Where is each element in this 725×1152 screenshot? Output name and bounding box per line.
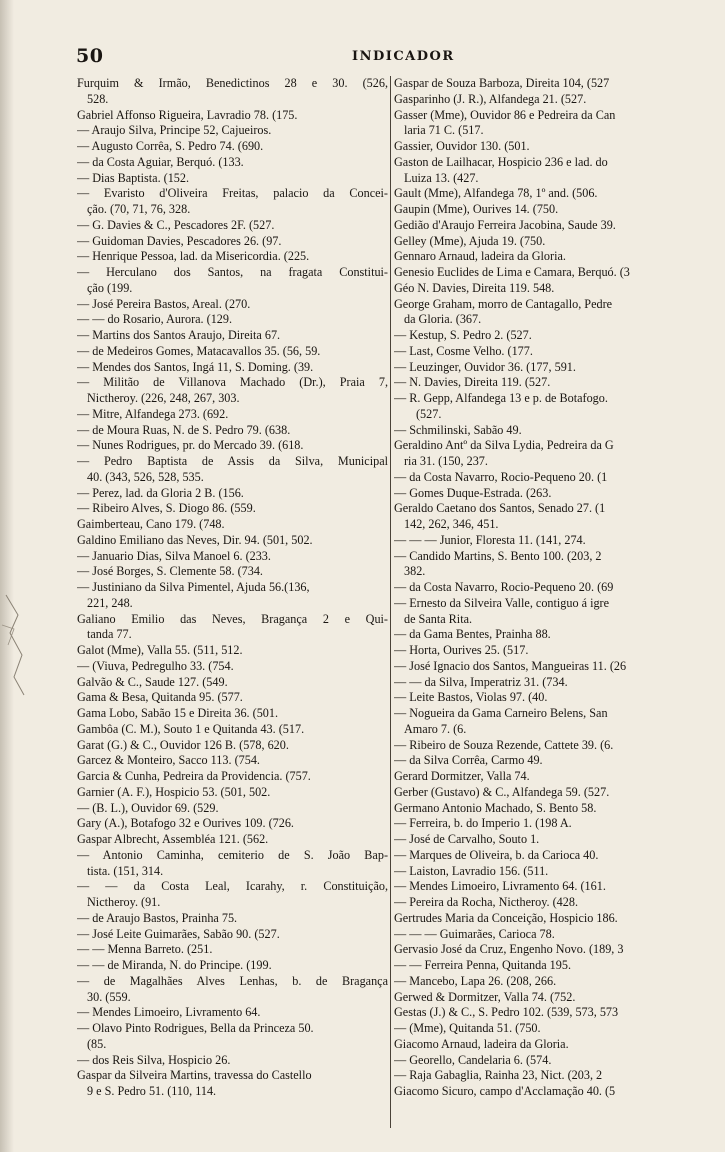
directory-entry-line: Gassier, Ouvidor 130. (501. bbox=[394, 139, 530, 153]
directory-entry-line: — da Silva Corrêa, Carmo 49. bbox=[394, 753, 543, 768]
directory-entry-line: Gaimberteau, Cano 179. (748. bbox=[77, 517, 225, 531]
directory-entry-line: — de Medeiros Gomes, Matacavallos 35. (56, 59. bbox=[77, 343, 321, 358]
directory-entry-line: — Ernesto da Silveira Valle, contiguo á igre bbox=[394, 595, 610, 610]
directory-entry-line: laria 71 C. (517. bbox=[404, 123, 484, 138]
directory-entry-line: Amaro 7. (6. bbox=[404, 721, 467, 736]
directory-entry-line: Garnier (A. F.), Hospicio 53. (501, 502. bbox=[77, 784, 271, 799]
directory-entry-line: Gaspar da Silveira Martins, travessa do Castello bbox=[77, 1068, 312, 1083]
directory-entry-line: — Antonio Caminha, cemiterio de S. João Bap- bbox=[77, 847, 388, 862]
directory-entry-line: — Pereira da Rocha, Nictheroy. (428. bbox=[394, 895, 578, 909]
directory-entry-line: Gaspar de Souza Barboza, Direita 104, (527 bbox=[394, 76, 610, 90]
margin-ink-smudge bbox=[0, 585, 36, 705]
directory-entry-line: Geraldo Caetano dos Santos, Senado 27. (1 bbox=[394, 501, 606, 516]
directory-entry-line: 40. (343, 526, 528, 535. bbox=[87, 469, 204, 484]
directory-entry-line: — Justiniano da Silva Pimentel, Ajuda 56.(136, bbox=[77, 580, 310, 594]
directory-entry-line: — R. Gepp, Alfandega 13 e p. de Botafogo. bbox=[394, 391, 608, 405]
directory-entry-line: — de Moura Ruas, N. de S. Pedro 79. (638. bbox=[77, 422, 291, 437]
directory-entry-line: Gaston de Lailhacar, Hospicio 236 e lad. do bbox=[394, 154, 608, 169]
directory-entry-line: (527. bbox=[416, 406, 442, 421]
directory-entry-line: — de Magalhães Alves Lenhas, b. de Bragança bbox=[77, 973, 388, 988]
directory-entry-line: 142, 262, 346, 451. bbox=[404, 517, 499, 531]
directory-entry-line: — Horta, Ourives 25. (517. bbox=[394, 643, 529, 657]
directory-entry-line: Gasparinho (J. R.), Alfandega 21. (527. bbox=[394, 91, 587, 106]
directory-entry-line: — Mendes Limoeiro, Livramento 64. (161. bbox=[394, 879, 606, 894]
directory-entry-line: 9 e S. Pedro 51. (110, 114. bbox=[87, 1084, 217, 1098]
directory-entry-line: — — — Junior, Floresta 11. (141, 274. bbox=[394, 532, 586, 547]
directory-entry-line: — Mendes dos Santos, Ingá 11, S. Doming. (39. bbox=[77, 359, 314, 374]
directory-entry-line: — Leuzinger, Ouvidor 36. (177, 591. bbox=[394, 359, 576, 374]
directory-entry-line: Gambôa (C. M.), Souto 1 e Quitanda 43. (517. bbox=[77, 721, 305, 736]
directory-entry-line: — Martins dos Santos Araujo, Direita 67. bbox=[77, 328, 281, 342]
directory-entry-line: Gault (Mme), Alfandega 78, 1º and. (506. bbox=[394, 186, 598, 201]
directory-entry-line: Gary (A.), Botafogo 32 e Ourives 109. (726. bbox=[77, 816, 294, 831]
directory-entry-line: — — — Guimarães, Carioca 78. bbox=[394, 926, 555, 941]
directory-entry-line: Gerwed & Dormitzer, Valla 74. (752. bbox=[394, 989, 576, 1004]
directory-entry-line: — José Leite Guimarães, Sabão 90. (527. bbox=[77, 926, 280, 941]
directory-entry-line: Gervasio José da Cruz, Engenho Novo. (189, 3 bbox=[394, 942, 624, 957]
directory-entry-line: — Guidoman Davies, Pescadores 26. (97. bbox=[77, 233, 282, 248]
directory-entry-line: — (B. L.), Ouvidor 69. (529. bbox=[77, 800, 219, 815]
directory-entry-line: Nictheroy. (91. bbox=[87, 895, 161, 909]
directory-entry-line: Géo N. Davies, Direita 119. 548. bbox=[394, 280, 555, 295]
page-number: 50 bbox=[76, 45, 104, 67]
directory-entry-line: Galot (Mme), Valla 55. (511, 512. bbox=[77, 643, 243, 657]
page-binding-shadow bbox=[0, 0, 14, 1152]
directory-entry-line: Garat (G.) & C., Ouvidor 126 B. (578, 620. bbox=[77, 737, 289, 752]
directory-entry-line: — Ferreira, b. do Imperio 1. (198 A. bbox=[394, 816, 572, 831]
directory-entry-line: — Dias Baptista. (152. bbox=[77, 170, 190, 185]
directory-entry-line: — Mendes Limoeiro, Livramento 64. bbox=[77, 1005, 261, 1020]
directory-entry-line: Nictheroy. (226, 248, 267, 303. bbox=[87, 391, 240, 405]
directory-entry-line: — Herculano dos Santos, na fragata Constitui- bbox=[77, 265, 388, 279]
directory-entry-line: — Nogueira da Gama Carneiro Belens, San bbox=[394, 706, 608, 720]
column-divider bbox=[390, 76, 391, 1128]
directory-entry-line: Garcez & Monteiro, Sacco 113. (754. bbox=[77, 753, 260, 768]
directory-entry-line: tista. (151, 314. bbox=[87, 863, 164, 878]
directory-entry-line: — Ribeiro Alves, S. Diogo 86. (559. bbox=[77, 501, 256, 516]
directory-entry-line: Gertrudes Maria da Conceição, Hospicio 186. bbox=[394, 910, 618, 925]
directory-entry-line: Gaupin (Mme), Ourives 14. (750. bbox=[394, 202, 559, 216]
directory-entry-line: Luiza 13. (427. bbox=[404, 170, 479, 185]
directory-entry-line: Gaspar Albrecht, Assembléa 121. (562. bbox=[77, 832, 269, 846]
directory-entry-line: — (Viuva, Pedregulho 33. (754. bbox=[77, 658, 234, 673]
directory-entry-line: Geraldino Antº da Silva Lydia, Pedreira da G bbox=[394, 438, 614, 453]
directory-entry-line: George Graham, morro de Cantagallo, Pedre bbox=[394, 296, 613, 311]
directory-entry-line: ção (199. bbox=[87, 280, 133, 295]
directory-entry-line: Galiano Emilio das Neves, Bragança 2 e Qui- bbox=[77, 611, 388, 626]
directory-entry-line: — — da Silva, Imperatriz 31. (734. bbox=[394, 674, 568, 689]
directory-entry-line: — — Ferreira Penna, Quitanda 195. bbox=[394, 958, 572, 972]
directory-entry-line: — José Ignacio dos Santos, Mangueiras 11. (26 bbox=[394, 658, 627, 673]
directory-entry-line: 221, 248. bbox=[87, 595, 133, 610]
directory-entry-line: — Olavo Pinto Rodrigues, Bella da Princeza 50. bbox=[77, 1021, 314, 1035]
directory-entry-line: Garcia & Cunha, Pedreira da Providencia. (757. bbox=[77, 769, 311, 783]
directory-entry-line: tanda 77. bbox=[87, 627, 132, 642]
directory-entry-line: 382. bbox=[404, 564, 426, 579]
directory-entry-line: Gama Lobo, Sabão 15 e Direita 36. (501. bbox=[77, 706, 279, 720]
directory-entry-line: — Georello, Candelaria 6. (574. bbox=[394, 1052, 552, 1067]
directory-entry-line: Genesio Euclides de Lima e Camara, Berquó. (3 bbox=[394, 265, 630, 279]
directory-entry-line: — Henrique Pessoa, lad. da Misericordia. (225. bbox=[77, 249, 310, 264]
directory-entry-line: Gestas (J.) & C., S. Pedro 102. (539, 573, 573 bbox=[394, 1005, 619, 1020]
directory-entry-line: — — do Rosario, Aurora. (129. bbox=[77, 312, 233, 327]
directory-entry-line: — Nunes Rodrigues, pr. do Mercado 39. (618. bbox=[77, 438, 304, 453]
directory-entry-line: 528. bbox=[87, 91, 109, 106]
directory-entry-line: — José Borges, S. Clemente 58. (734. bbox=[77, 564, 263, 579]
directory-entry-line: Gedião d'Araujo Ferreira Jacobina, Saude 39. bbox=[394, 217, 616, 232]
directory-entry-line: — da Costa Navarro, Rocio-Pequeno 20. (1 bbox=[394, 469, 608, 484]
directory-entry-line: Galvão & C., Saude 127. (549. bbox=[77, 674, 228, 689]
directory-entry-line: da Gloria. (367. bbox=[404, 312, 482, 327]
directory-entry-line: — — da Costa Leal, Icarahy, r. Constituição, bbox=[77, 879, 388, 894]
directory-entry-line: — Ribeiro de Souza Rezende, Cattete 39. (6. bbox=[394, 737, 614, 752]
directory-entry-line: — Gomes Duque-Estrada. (263. bbox=[394, 485, 552, 500]
directory-entry-line: — Schmilinski, Sabão 49. bbox=[394, 422, 522, 437]
directory-entry-line: — Candido Martins, S. Bento 100. (203, 2 bbox=[394, 548, 602, 563]
directory-entry-line: — (Mme), Quitanda 51. (750. bbox=[394, 1021, 541, 1035]
directory-entry-line: — N. Davies, Direita 119. (527. bbox=[394, 375, 551, 390]
directory-entry-line: (85. bbox=[87, 1036, 107, 1051]
directory-entry-line: — Evaristo d'Oliveira Freitas, palacio da Concei- bbox=[77, 186, 388, 201]
directory-entry-line: — de Araujo Bastos, Prainha 75. bbox=[77, 910, 238, 925]
directory-entry-line: — José Pereira Bastos, Areal. (270. bbox=[77, 296, 251, 311]
directory-entry-line: ria 31. (150, 237. bbox=[404, 454, 488, 468]
directory-entry-line: — Leite Bastos, Violas 97. (40. bbox=[394, 690, 548, 705]
directory-entry-line: — Mancebo, Lapa 26. (208, 266. bbox=[394, 973, 557, 988]
directory-entry-line: Gama & Besa, Quitanda 95. (577. bbox=[77, 690, 243, 705]
directory-entry-line: — Kestup, S. Pedro 2. (527. bbox=[394, 328, 532, 342]
directory-entry-line: — Pedro Baptista de Assis da Silva, Municipal bbox=[77, 454, 388, 468]
directory-entry-line: — da Costa Aguiar, Berquó. (133. bbox=[77, 154, 244, 169]
directory-entry-line: de Santa Rita. bbox=[404, 611, 473, 626]
directory-entry-line: — da Gama Bentes, Prainha 88. bbox=[394, 627, 551, 642]
directory-entry-line: — José de Carvalho, Souto 1. bbox=[394, 832, 540, 846]
directory-entry-line: — Araujo Silva, Principe 52, Cajueiros. bbox=[77, 123, 272, 138]
directory-entry-line: — Januario Dias, Silva Manoel 6. (233. bbox=[77, 548, 271, 563]
directory-entry-line: Germano Antonio Machado, S. Bento 58. bbox=[394, 800, 597, 815]
directory-entry-line: — — Menna Barreto. (251. bbox=[77, 942, 213, 957]
directory-entry-line: Gelley (Mme), Ajuda 19. (750. bbox=[394, 233, 546, 248]
directory-entry-line: Galdino Emiliano das Neves, Dir. 94. (501, 502. bbox=[77, 532, 313, 547]
directory-entry-line: ção. (70, 71, 76, 328. bbox=[87, 202, 191, 216]
directory-entry-line: — Laiston, Lavradio 156. (511. bbox=[394, 863, 549, 878]
directory-entry-line: — Raja Gabaglia, Rainha 23, Nict. (203, 2 bbox=[394, 1068, 603, 1083]
directory-entry-line: — da Costa Navarro, Rocio-Pequeno 20. (69 bbox=[394, 580, 614, 594]
directory-entry-line: — Perez, lad. da Gloria 2 B. (156. bbox=[77, 485, 244, 500]
directory-entry-line: Giacomo Sicuro, campo d'Acclamação 40. (5 bbox=[394, 1084, 616, 1098]
directory-entry-line: Gerber (Gustavo) & C., Alfandega 59. (527. bbox=[394, 784, 610, 799]
directory-entry-line: Furquim & Irmão, Benedictinos 28 e 30. (526, bbox=[77, 76, 388, 90]
directory-entry-line: Gerard Dormitzer, Valla 74. bbox=[394, 769, 530, 783]
directory-entry-line: — Marques de Oliveira, b. da Carioca 40. bbox=[394, 847, 599, 862]
directory-entry-line: Gennaro Arnaud, ladeira da Gloria. bbox=[394, 249, 566, 264]
directory-entry-line: Gasser (Mme), Ouvidor 86 e Pedreira da Can bbox=[394, 107, 616, 122]
right-column bbox=[394, 76, 725, 1100]
directory-entry-line: — G. Davies & C., Pescadores 2F. (527. bbox=[77, 217, 275, 232]
directory-entry-line: — Augusto Corrêa, S. Pedro 74. (690. bbox=[77, 139, 264, 153]
directory-entry-line: — Last, Cosme Velho. (177. bbox=[394, 343, 533, 358]
directory-entry-line: Gabriel Affonso Rigueira, Lavradio 78. (175. bbox=[77, 107, 298, 122]
directory-entry-line: — — de Miranda, N. do Principe. (199. bbox=[77, 958, 272, 972]
left-column bbox=[77, 76, 388, 1100]
directory-entry-line: — Militão de Villanova Machado (Dr.), Praia 7, bbox=[77, 375, 388, 390]
directory-entry-line: — Mitre, Alfandega 273. (692. bbox=[77, 406, 229, 421]
directory-entry-line: 30. (559. bbox=[87, 989, 131, 1004]
directory-entry-line: — dos Reis Silva, Hospicio 26. bbox=[77, 1052, 231, 1067]
directory-entry-line: Giacomo Arnaud, ladeira da Gloria. bbox=[394, 1036, 569, 1051]
page-header: INDICADOR bbox=[352, 49, 455, 64]
